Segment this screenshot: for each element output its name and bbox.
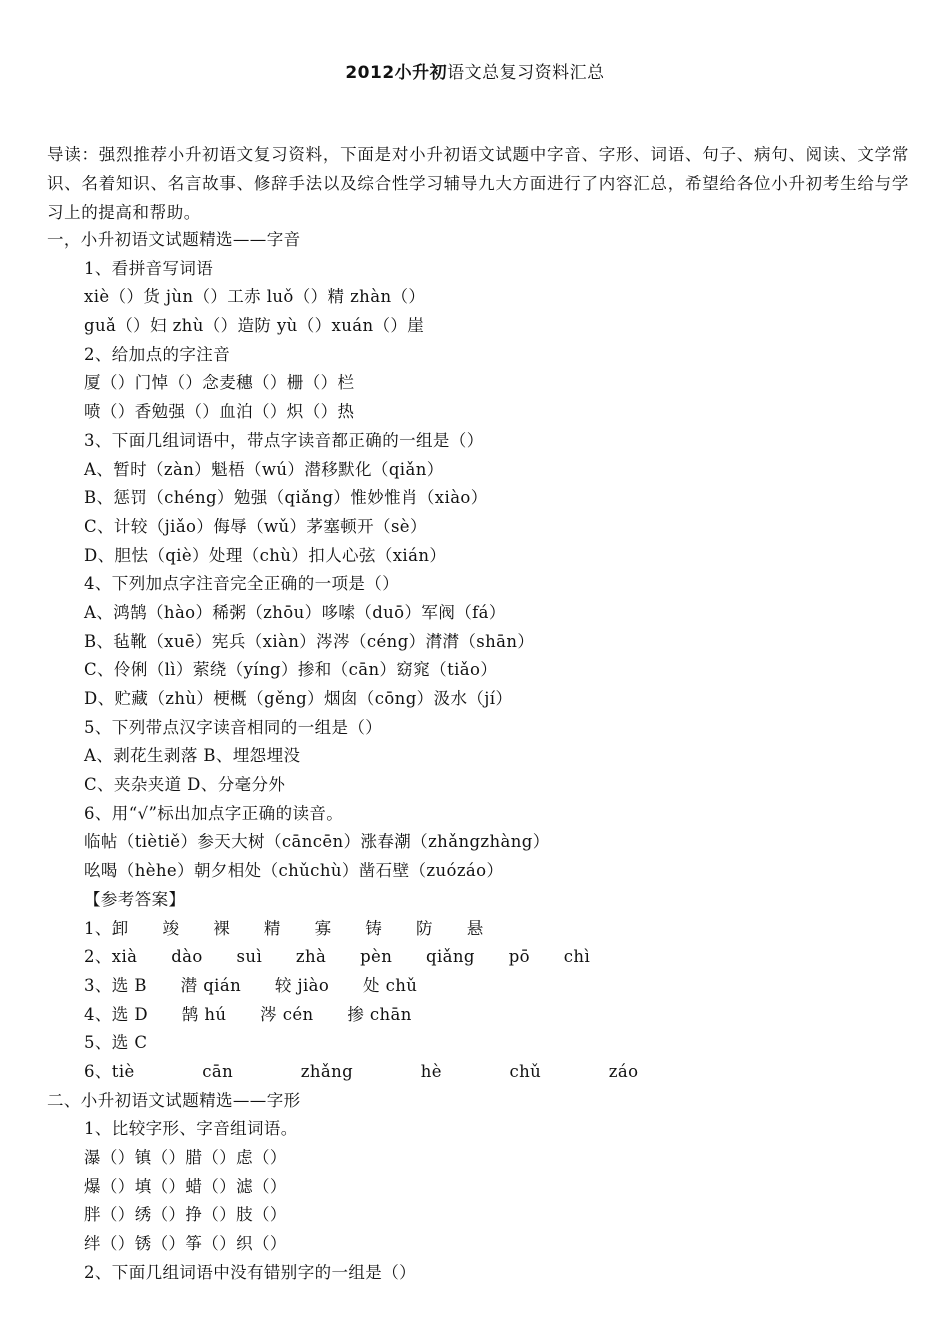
text-line: 3、下面几组词语中，带点字读音都正确的一组是（） [84,430,484,450]
text-line: A、剥花生剥落 B、埋怨埋没 [84,746,301,766]
intro-paragraph: 导读：强烈推荐小升初语文复习资料，下面是对小升初语文试题中字音、字形、词语、句子、病句、阅读、文学常识、名着知识、名言故事、修辞手法以及综合性学习辅导九大方面进行了内容汇总，希望给各位小升初考生给与学习上的提高和帮助。 [47,145,909,222]
text-line: 临帖（tiètiě）参天大树（cāncēn）涨春潮（zhǎngzhàng） [84,832,550,852]
text-line: 3、选 B 潜 qián 较 jiào 处 chǔ [84,975,418,995]
text-line: 喷（）香勉强（）血泊（）炽（）热 [84,402,355,422]
text-line: 爆（）填（）蜡（）滤（） [84,1176,287,1196]
text-line: 4、选 D 鹄 hú 涔 cén 掺 chān [84,1004,412,1024]
text-line: C、夹杂夹道 D、分毫分外 [84,775,286,795]
text-line: 6、tiè cān zhǎng hè chǔ záo [84,1061,639,1081]
text-line: 吆喝（hèhe）朝夕相处（chǔchù）凿石壁（zuózáo） [84,861,504,881]
text-line: 2、下面几组词语中没有错别字的一组是（） [84,1262,416,1282]
text-line: 厦（）门悼（）念麦穗（）栅（）栏 [84,373,355,393]
text-line: 【参考答案】 [84,889,186,909]
text-line: A、鸿鹄（hào）稀粥（zhōu）哆嗦（duō）军阀（fá） [84,602,506,622]
text-line: 1、卸 竣 裸 精 寡 铸 防 悬 [84,918,484,938]
text-line: C、伶俐（lì）萦绕（yíng）掺和（cān）窈窕（tiǎo） [84,660,498,680]
text-line: 2、给加点的字注音 [84,344,231,364]
text-line: 6、用“√”标出加点字正确的读音。 [84,803,344,823]
content-lines [47,226,909,1287]
text-line: xiè（）货 jùn（）工赤 luǒ（）精 zhàn（） [84,287,426,307]
text-line: guǎ（）妇 zhù（）造防 yù（）xuán（）崖 [84,316,425,336]
text-line: B、惩罚（chéng）勉强（qiǎng）惟妙惟肖（xiào） [84,488,488,508]
text-line: 瀑（）镇（）腊（）虑（） [84,1148,287,1167]
text-line: A、暂时（zàn）魁梧（wú）潜移默化（qiǎn） [84,459,444,479]
text-line: 胖（）绣（）挣（）肢（） [84,1205,287,1225]
text-line: 2、xià dào suì zhà pèn qiǎng pō chì [84,947,591,967]
text-line: 绊（）锈（）筝（）织（） [84,1234,287,1254]
text-line: D、胆怯（qiè）处理（chù）扣人心弦（xián） [84,545,447,565]
text-line: B、毡靴（xuē）宪兵（xiàn）涔涔（céng）潸潸（shān） [84,631,535,651]
text-line: 5、选 C [84,1033,148,1053]
text-line: C、计较（jiǎo）侮辱（wǔ）茅塞顿开（sè） [84,516,427,536]
text-line: D、贮藏（zhù）梗概（gěng）烟囱（cōng）汲水（jí） [84,689,513,708]
title-rest: 语文总复习资料汇总 [447,63,605,83]
text-line: 5、下列带点汉字读音相同的一组是（） [84,717,383,737]
text-line: 1、比较字形、字音组词语。 [84,1119,298,1139]
text-line: 1、看拼音写词语 [84,258,214,278]
text-line: 4、下列加点字注音完全正确的一项是（） [84,574,400,594]
page-title [0,58,950,83]
title-bold: 2012小升初 [345,63,448,83]
section-heading: 二、小升初语文试题精选——字形 [47,1090,301,1110]
section-heading: 一，小升初语文试题精选——字音 [47,230,301,249]
